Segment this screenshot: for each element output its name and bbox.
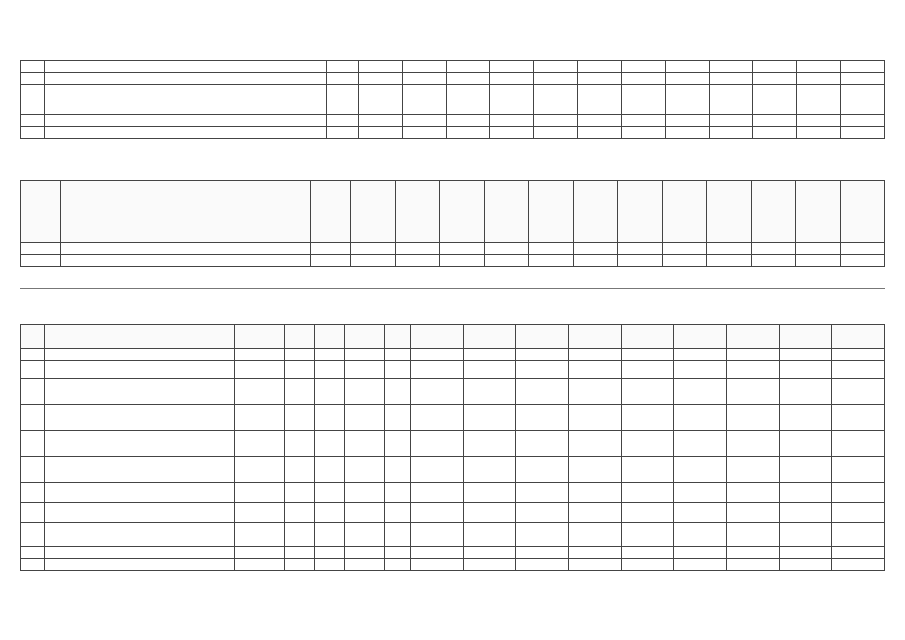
table-row [21, 73, 885, 85]
table-row [21, 349, 885, 361]
table-row [21, 379, 885, 405]
table-row [21, 559, 885, 571]
table-row [21, 547, 885, 559]
resource-table [20, 324, 885, 600]
table-header-row [21, 181, 885, 243]
table-row [21, 483, 885, 503]
table-row [21, 127, 885, 139]
table-row [21, 61, 885, 73]
table-header-row [21, 325, 885, 349]
table-row [21, 503, 885, 523]
table-row [21, 115, 885, 127]
table-row [21, 255, 885, 267]
section-divider [20, 288, 885, 289]
indicator-table [20, 60, 885, 152]
table-row [21, 523, 885, 547]
table-row [21, 85, 885, 115]
table-row [21, 361, 885, 379]
table-row [21, 243, 885, 255]
table-row [21, 405, 885, 431]
table-row [21, 431, 885, 457]
objects-table [20, 180, 885, 278]
table-row [21, 457, 885, 483]
